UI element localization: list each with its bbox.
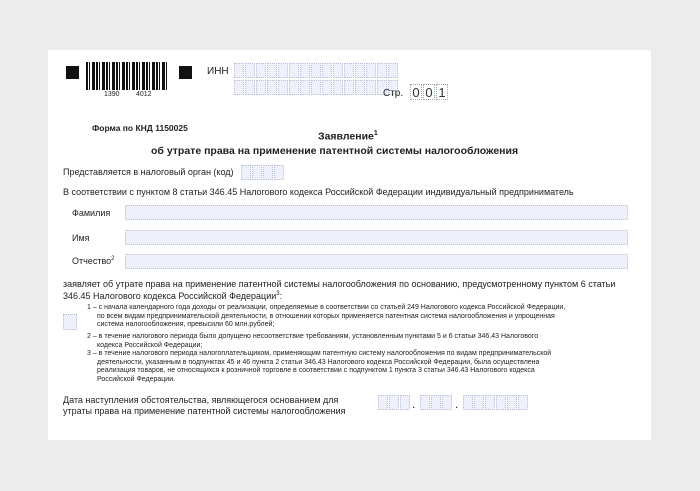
option-1 <box>87 304 565 330</box>
title-footnote: 1 <box>373 130 378 137</box>
ground-code-input[interactable] <box>63 314 77 330</box>
inn-input-row2[interactable] <box>234 80 399 95</box>
barcode-number-right: 4012 <box>136 91 152 98</box>
declaration-footnote: 3 <box>276 291 280 297</box>
option-line: система налогообложения, превысили 60 млн.рублей; <box>97 321 275 328</box>
tax-authority-code-input[interactable] <box>241 165 285 180</box>
date-separator: . <box>412 397 416 411</box>
option-line: по всем видам предпринимательской деятельности, в отношении которых применяется патентная система налогообложения и упрощенная <box>97 312 555 320</box>
option-line: кодекса Российской Федерации; <box>97 341 203 349</box>
document-title <box>318 130 378 143</box>
declaration-line1: заявляет об утрате права на применение патентной системы налогообложения по основанию, предусмотренному пунктом 6 статьи <box>63 279 616 289</box>
page-number-field <box>410 84 449 100</box>
option-line: Российской Федерации. <box>97 375 176 383</box>
patronymic-text: Отчество <box>72 256 112 266</box>
date-label-line2: утраты права на применение патентной системы налогообложения <box>63 406 346 416</box>
surname-label: Фамилия <box>72 208 111 218</box>
date-label-line1: Дата наступления обстоятельства, являющегося основанием для <box>63 395 339 405</box>
first-name-label: Имя <box>72 233 90 243</box>
declaration-colon: : <box>279 291 283 301</box>
document-subtitle: об утрате права на применение патентной системы налогообложения <box>151 145 519 157</box>
title-line1: Заявление <box>318 130 374 143</box>
page-digit: 0 <box>423 84 435 100</box>
date-day-input[interactable] <box>378 395 411 410</box>
date-year-input[interactable] <box>463 395 529 410</box>
option-line: реализация товаров, не относящихся к розничной торговле в соответствии с подпунктом 1 пункта 3 статьи 346.43 Налогового кодекса <box>97 367 535 374</box>
tax-authority-label: Представляется в налоговый орган (код) <box>63 167 234 177</box>
page-label: Стр. <box>383 88 404 99</box>
option-3 <box>87 350 551 384</box>
option-2 <box>87 333 538 350</box>
inn-input[interactable] <box>234 63 399 78</box>
form-code: Форма по КНД 1150025 <box>92 123 188 133</box>
declaration-line2 <box>63 291 282 301</box>
date-month-input[interactable] <box>420 395 453 410</box>
patronymic-input[interactable] <box>125 254 628 269</box>
page-digit: 0 <box>410 84 422 100</box>
first-name-input[interactable] <box>125 230 628 245</box>
patronymic-footnote: 2 <box>111 256 115 262</box>
page-digit: 1 <box>436 84 448 100</box>
option-line: 3 – в течение налогового периода налогоплательщиком, применяющим патентную систему налогообложения по видам предпринимательской <box>87 350 552 357</box>
option-line: 1 – с начала календарного года доходы от реализации, определяемые в соответствии со статьей 249 Налогового кодекса Российской Федерации, <box>87 304 566 311</box>
surname-input[interactable] <box>125 205 628 220</box>
barcode-number-left: 1390 <box>104 91 120 98</box>
corner-marker-left <box>66 66 79 79</box>
basis-text: В соответствии с пунктом 8 статьи 346.45 Налогового кодекса Российской Федерации индивидуальный предприниматель <box>63 187 574 197</box>
corner-marker-right <box>179 66 192 79</box>
declaration-line2-text: 346.45 Налогового кодекса Российской Федерации <box>63 291 277 301</box>
inn-label: ИНН <box>207 66 229 77</box>
patronymic-label <box>72 256 114 266</box>
option-line: деятельности, указанным в подпунктах 45 и 46 пункта 2 статьи 346.43 Налогового кодекса Российской Федерации, была осуществлена <box>97 358 540 366</box>
date-separator: . <box>455 397 459 411</box>
option-line: 2 – в течение налогового периода было допущено несоответствие требованиям, установленным пунктами 5 и 6 статьи 346.43 Налогового <box>87 333 539 340</box>
barcode <box>86 62 167 90</box>
